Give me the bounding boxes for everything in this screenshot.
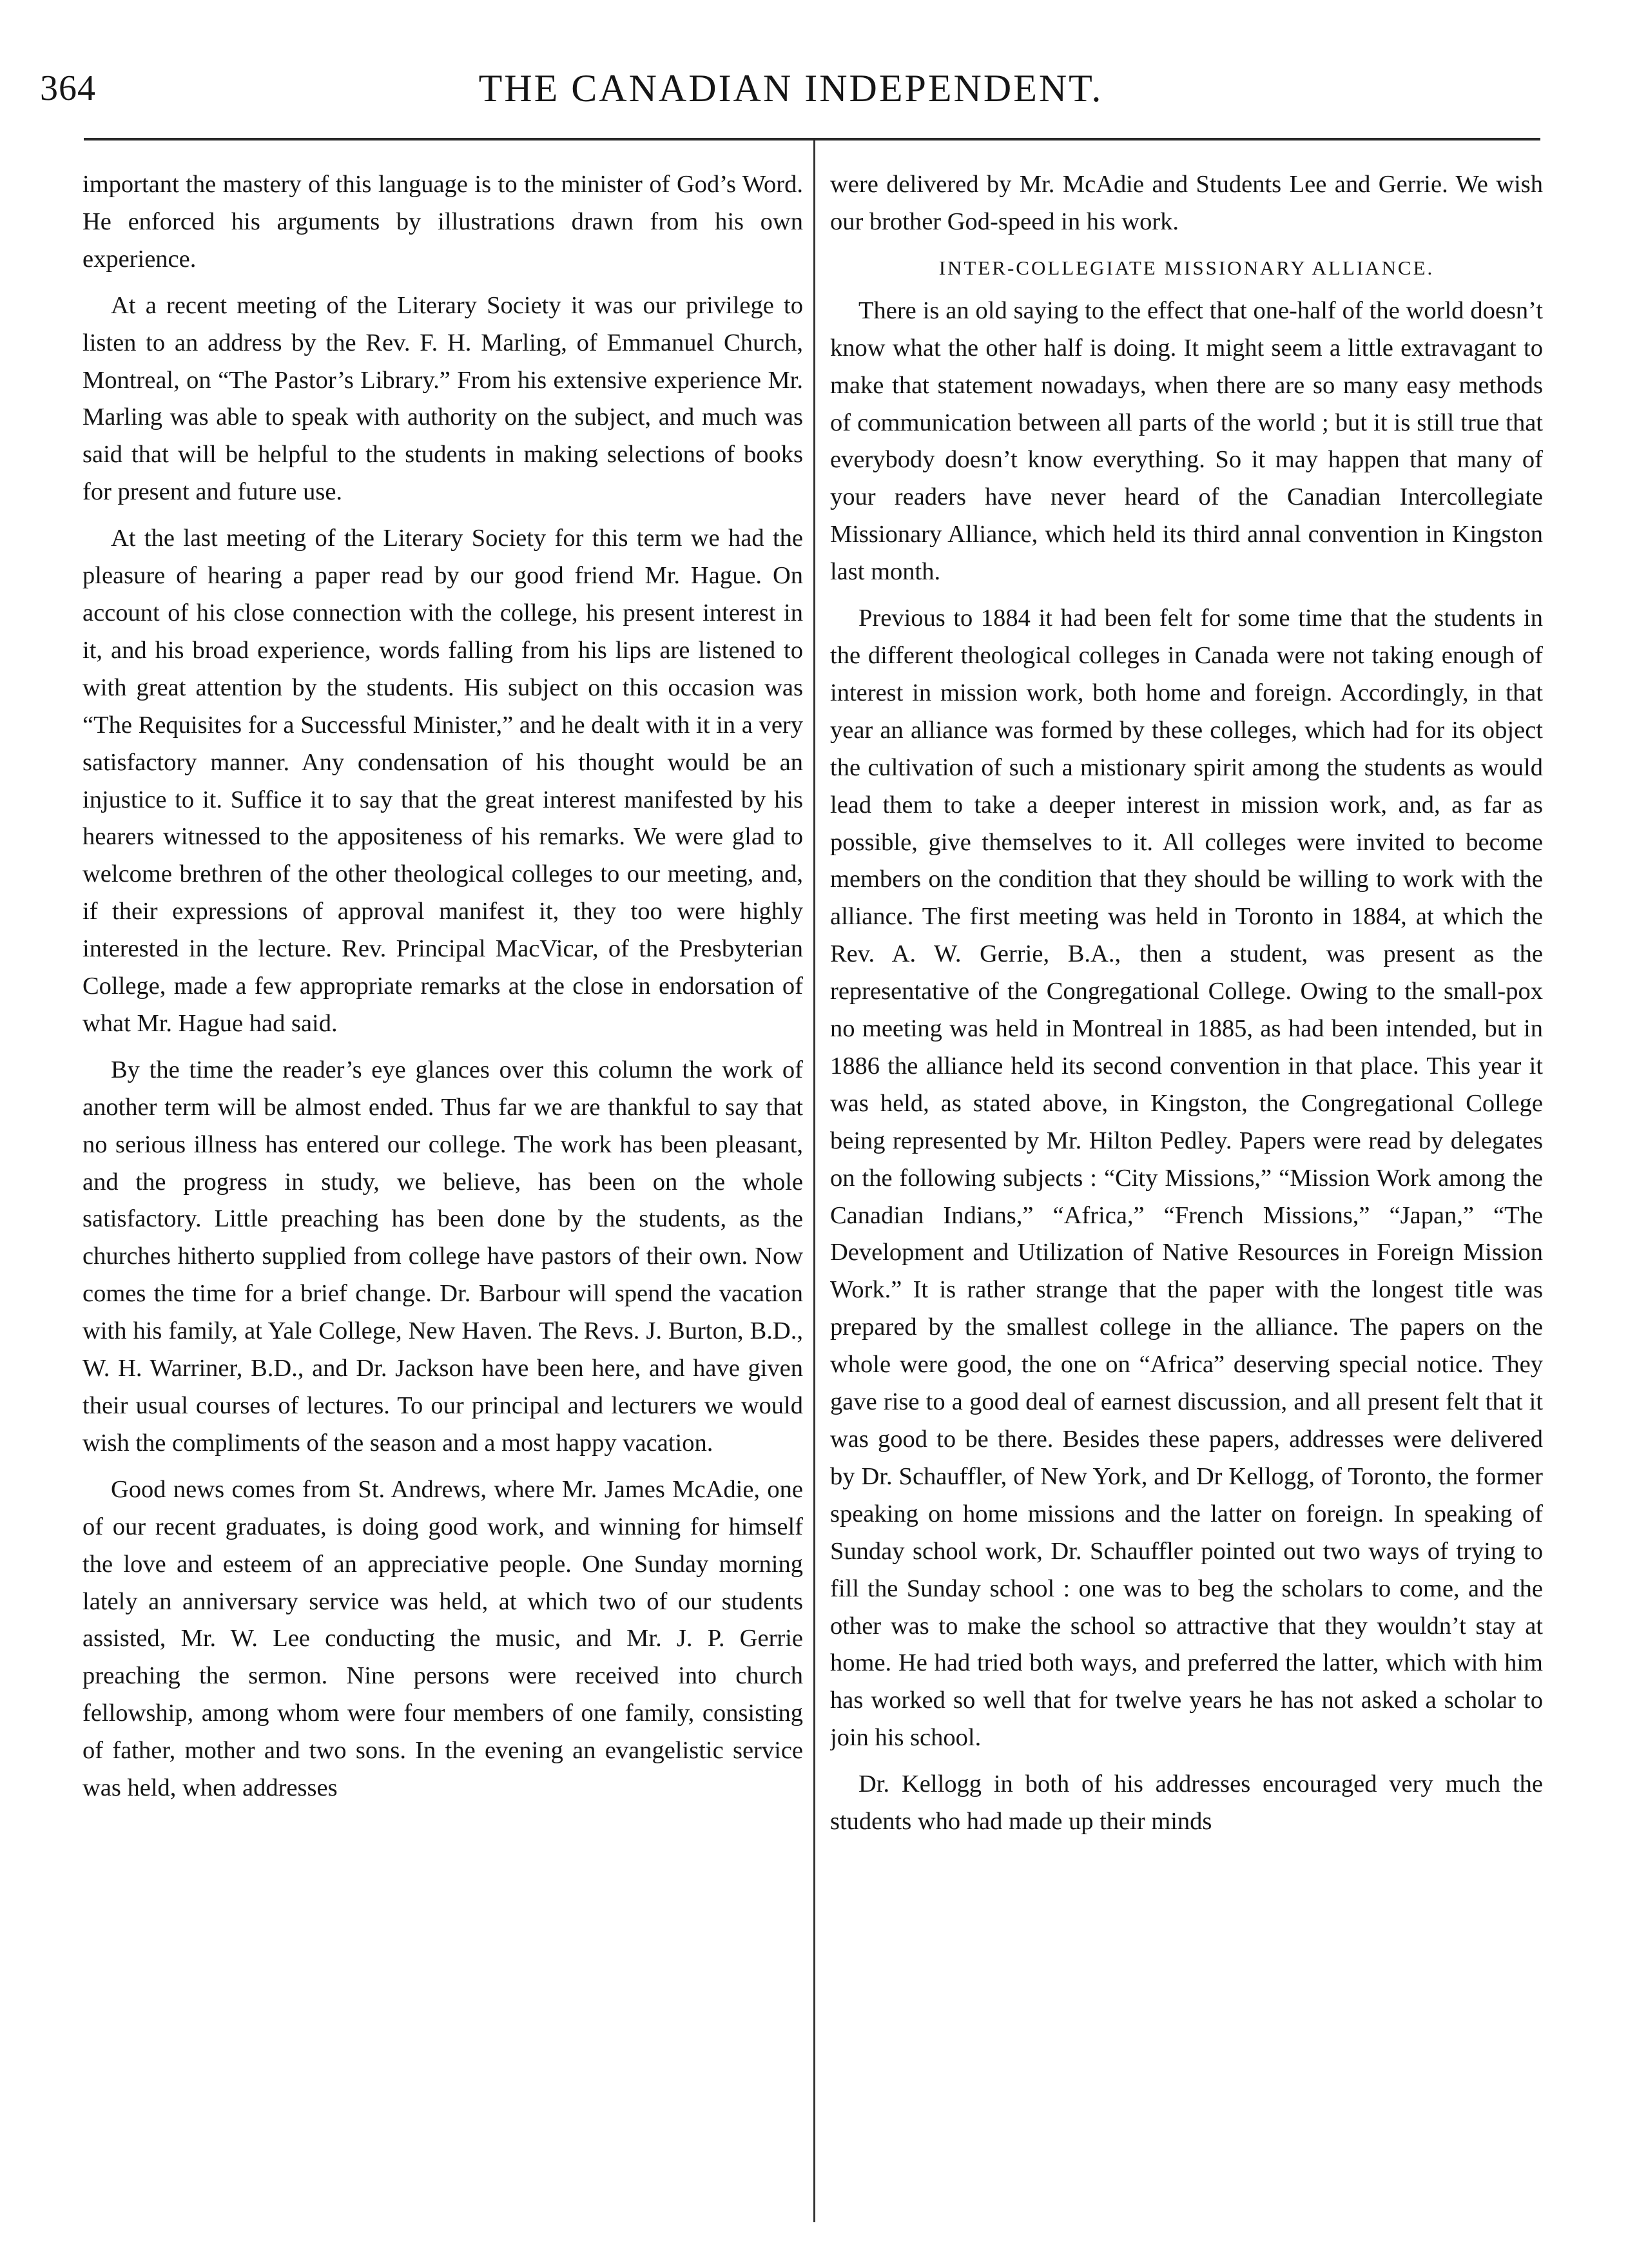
left-column bbox=[82, 166, 803, 2229]
section-heading: INTER-COLLEGIATE MISSIONARY ALLIANCE. bbox=[938, 256, 1435, 279]
paragraph: By the time the reader’s eye glances over this column the work of another term will be almost ended. Thus far we are thankful to say that no serious illness has entered our college. The work has been pleasant, and the progress in study, we believe, has been on the whole satisfactory. Little preaching has been done by the students, as the churches hitherto supplied from college have pastors of their own. Now comes the time for a brief change. Dr. Barbour will spend the vacation with his family, at Yale College, New Haven. The Revs. J. Burton, B.D., W. H. Warriner, B.D., and Dr. Jackson have been here, and have given their usual courses of lectures. To our principal and lecturers we would wish the compliments of the season and a most happy vacation. bbox=[82, 1056, 803, 1457]
paragraph: At a recent meeting of the Literary Society it was our privilege to listen to an address by the Rev. F. H. Marling, of Emmanuel Church, Montreal, on “The Pastor’s Library.” From his extensive experience Mr. Marling was able to speak with authority on the subject, and much was said that will be helpful to the students in making selections of books for present and future use. bbox=[82, 291, 803, 506]
paragraph: Dr. Kellogg in both of his addresses encouraged very much the students who had made up their minds bbox=[830, 1770, 1543, 1836]
paragraph: Previous to 1884 it had been felt for some time that the students in the different theological colleges in Canada were not taking enough of interest in mission work, both home and foreign. Accordingly, in that year an alliance was formed by these colleges, which had for its object the cultivation of such a mistionary spirit among the students as would lead them to take a deeper interest in mission work, and, as far as possible, give themselves to it. All colleges were invited to become members on the condition that they should be willing to work with the alliance. The first meeting was held in Toronto in 1884, at which the Rev. A. W. Gerrie, B.A., then a student, was present as the representative of the Congregational College. Owing to the small-pox no meeting was held in Montreal in 1885, as had been intended, but in 1886 the alliance held its second convention in that place. This year it was held, as stated above, in Kingston, the Congregational College being represented by Mr. Hilton Pedley. Papers were read by delegates on the following subjects : “City Missions,” “Mission Work among the Canadian Indians,” “Africa,” “French Missions,” “Japan,” “The Development and Utilization of Native Resources in Foreign Mission Work.” It is rather strange that the paper with the longest title was prepared by the smallest college in the alliance. The papers on the whole were good, the one on “Africa” deserving special notice. They gave rise to a good deal of earnest discussion, and all present felt that it was good to be there. Besides these papers, addresses were delivered by Dr. Schauffler, of New York, and Dr Kellogg, of Toronto, the former speaking on home missions and the latter on foreign. In speaking of Sunday school work, Dr. Schauffler pointed out two ways of trying to fill the Sunday school : one was to beg the scholars to come, and the other was to make the school so attractive that they wouldn’t stay at home. He had tried both ways, and preferred the latter, which with him has worked so well that for twelve years he has not asked a scholar to join his school. bbox=[830, 605, 1543, 1752]
paragraph: At the last meeting of the Literary Society for this term we had the pleasure of hearing a paper read by our good friend Mr. Hague. On account of his close connection with the college, his present interest in it, and his broad experience, words falling from his lips are listened to with great attention by the students. His subject on this occasion was “The Requisites for a Successful Minister,” and he dealt with it in a very satisfactory manner. Any condensation of his thought would be an injustice to it. Suffice it to say that the great interest manifested by his hearers witnessed to the appositeness of his remarks. We were glad to welcome brethren of the other theological colleges to our meeting, and, if their expressions of approval manifest it, they too were highly interested in the lecture. Rev. Principal MacVicar, of the Presbyterian College, made a few appropriate remarks at the close in endorsation of what Mr. Hague had said. bbox=[82, 525, 803, 1037]
paragraph: Good news comes from St. Andrews, where Mr. James McAdie, one of our recent graduates, is doing good work, and winning for himself the love and esteem of an appreciative people. One Sunday morning lately an anniversary service was held, at which two of our students assisted, Mr. W. Lee conducting the music, and Mr. J. P. Gerrie preaching the sermon. Nine persons were received into church fellowship, among whom were four members of one family, consisting of father, mother and two sons. In the evening an evangelistic service was held, when addresses bbox=[82, 1475, 803, 1802]
paragraph: There is an old saying to the effect that one-half of the world doesn’t know what the other half is doing. It might seem a little extravagant to make that statement nowadays, when there are so many easy methods of communication between all parts of the world ; but it is still true that everybody doesn’t know everything. So it may happen that many of your readers have never heard of the Canadian Intercollegiate Missionary Alliance, which held its third annal convention in Kingston last month. bbox=[830, 296, 1543, 586]
journal-title: THE CANADIAN INDEPENDENT. bbox=[478, 67, 1103, 110]
page-number: 364 bbox=[40, 68, 96, 108]
right-column bbox=[830, 166, 1543, 2229]
paragraph: important the mastery of this language is to the minister of God’s Word. He enforced his arguments by illustrations drawn from his own experience. bbox=[82, 171, 803, 273]
paragraph: were delivered by Mr. McAdie and Students Lee and Gerrie. We wish our brother God-speed in his work. bbox=[830, 171, 1543, 235]
header-rule bbox=[84, 138, 1540, 141]
column-divider bbox=[813, 141, 815, 2222]
page-header bbox=[40, 59, 1542, 117]
